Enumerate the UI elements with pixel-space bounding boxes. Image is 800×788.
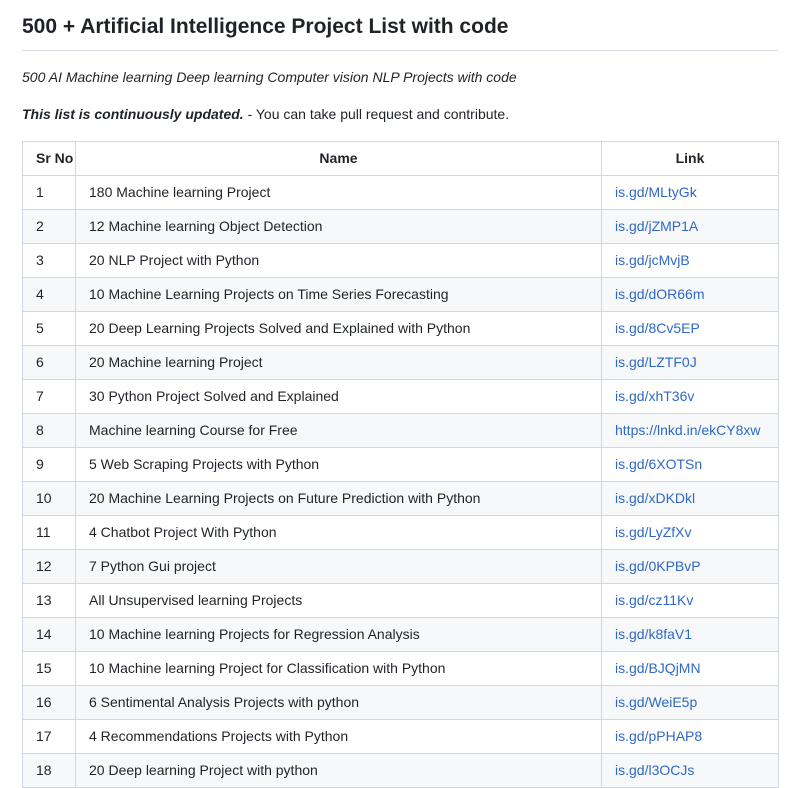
cell-sr-no: 6 [23, 346, 76, 380]
cell-project-name: 12 Machine learning Object Detection [76, 210, 602, 244]
cell-project-name: 7 Python Gui project [76, 550, 602, 584]
table-row [23, 176, 779, 210]
cell-project-link [602, 312, 779, 346]
table-row [23, 346, 779, 380]
cell-sr-no: 1 [23, 176, 76, 210]
cell-project-link [602, 448, 779, 482]
project-link[interactable]: is.gd/8Cv5EP [615, 320, 700, 337]
page-subtitle: 500 AI Machine learning Deep learning Computer vision NLP Projects with code [22, 69, 517, 86]
cell-project-name: 20 Machine learning Project [76, 346, 602, 380]
cell-sr-no: 18 [23, 754, 76, 788]
table-row [23, 278, 779, 312]
cell-sr-no: 5 [23, 312, 76, 346]
cell-sr-no: 15 [23, 652, 76, 686]
cell-project-link [602, 720, 779, 754]
cell-sr-no: 3 [23, 244, 76, 278]
table-row [23, 584, 779, 618]
project-link[interactable]: is.gd/l3OCJs [615, 762, 695, 779]
table-row [23, 312, 779, 346]
table-header [23, 142, 779, 176]
cell-project-link [602, 278, 779, 312]
cell-sr-no: 8 [23, 414, 76, 448]
cell-sr-no: 9 [23, 448, 76, 482]
project-link[interactable]: is.gd/jZMP1A [615, 218, 699, 235]
cell-project-link [602, 346, 779, 380]
table-row [23, 686, 779, 720]
cell-project-name: 5 Web Scraping Projects with Python [76, 448, 602, 482]
update-note [22, 104, 778, 125]
cell-project-name: 20 Machine Learning Projects on Future Prediction with Python [76, 482, 602, 516]
update-note-bold: This list is continuously updated. [22, 106, 244, 123]
project-link[interactable]: is.gd/dOR66m [615, 286, 705, 303]
column-header-sr-no: Sr No [23, 142, 76, 176]
project-link[interactable]: is.gd/6XOTSn [615, 456, 703, 473]
cell-sr-no: 10 [23, 482, 76, 516]
cell-project-link [602, 584, 779, 618]
table-row [23, 482, 779, 516]
cell-project-name: 20 NLP Project with Python [76, 244, 602, 278]
project-link[interactable]: is.gd/xDKDkl [615, 490, 696, 507]
project-link[interactable]: is.gd/jcMvjB [615, 252, 690, 269]
cell-project-link [602, 550, 779, 584]
table-row [23, 516, 779, 550]
cell-sr-no: 11 [23, 516, 76, 550]
table-row [23, 720, 779, 754]
table-row [23, 414, 779, 448]
project-link[interactable]: is.gd/WeiE5p [615, 694, 698, 711]
project-link[interactable]: is.gd/k8faV1 [615, 626, 693, 643]
cell-project-link [602, 176, 779, 210]
table-row [23, 210, 779, 244]
cell-project-name: 10 Machine Learning Projects on Time Series Forecasting [76, 278, 602, 312]
cell-sr-no: 13 [23, 584, 76, 618]
cell-project-name: 180 Machine learning Project [76, 176, 602, 210]
table-row [23, 244, 779, 278]
cell-project-name: 4 Recommendations Projects with Python [76, 720, 602, 754]
table-body [23, 176, 779, 788]
cell-project-link [602, 414, 779, 448]
cell-sr-no: 17 [23, 720, 76, 754]
table-row [23, 618, 779, 652]
cell-project-name: 4 Chatbot Project With Python [76, 516, 602, 550]
cell-project-link [602, 686, 779, 720]
cell-sr-no: 2 [23, 210, 76, 244]
column-header-name: Name [76, 142, 602, 176]
cell-project-name: 20 Deep Learning Projects Solved and Explained with Python [76, 312, 602, 346]
table-row [23, 652, 779, 686]
cell-project-name: 20 Deep learning Project with python [76, 754, 602, 788]
cell-project-name: 10 Machine learning Projects for Regression Analysis [76, 618, 602, 652]
cell-sr-no: 14 [23, 618, 76, 652]
cell-project-link [602, 380, 779, 414]
project-link[interactable]: is.gd/pPHAP8 [615, 728, 703, 745]
cell-project-link [602, 754, 779, 788]
cell-project-name: 10 Machine learning Project for Classification with Python [76, 652, 602, 686]
cell-project-name: All Unsupervised learning Projects [76, 584, 602, 618]
column-header-link: Link [602, 142, 779, 176]
cell-project-name: Machine learning Course for Free [76, 414, 602, 448]
project-link[interactable]: is.gd/MLtyGk [615, 184, 697, 201]
project-link[interactable]: is.gd/0KPBvP [615, 558, 701, 575]
project-link[interactable]: is.gd/xhT36v [615, 388, 695, 405]
cell-project-link [602, 244, 779, 278]
cell-project-link [602, 210, 779, 244]
cell-sr-no: 12 [23, 550, 76, 584]
table-row [23, 550, 779, 584]
update-note-rest: - You can take pull request and contribute. [243, 106, 510, 123]
cell-project-link [602, 516, 779, 550]
cell-sr-no: 16 [23, 686, 76, 720]
cell-sr-no: 7 [23, 380, 76, 414]
project-link[interactable]: is.gd/LZTF0J [615, 354, 697, 371]
cell-project-link [602, 618, 779, 652]
project-link[interactable]: is.gd/cz11Kv [615, 592, 694, 609]
table-row [23, 754, 779, 788]
cell-project-link [602, 482, 779, 516]
project-link[interactable]: is.gd/LyZfXv [615, 524, 692, 541]
cell-sr-no: 4 [23, 278, 76, 312]
table-row [23, 380, 779, 414]
project-link[interactable]: is.gd/BJQjMN [615, 660, 701, 677]
project-link[interactable]: https://lnkd.in/ekCY8xw [615, 422, 761, 439]
table-header-row [23, 142, 779, 176]
cell-project-name: 6 Sentimental Analysis Projects with python [76, 686, 602, 720]
project-table [22, 141, 779, 788]
page-title: 500 + Artificial Intelligence Project List with code [22, 14, 778, 51]
cell-project-link [602, 652, 779, 686]
cell-project-name: 30 Python Project Solved and Explained [76, 380, 602, 414]
table-row [23, 448, 779, 482]
